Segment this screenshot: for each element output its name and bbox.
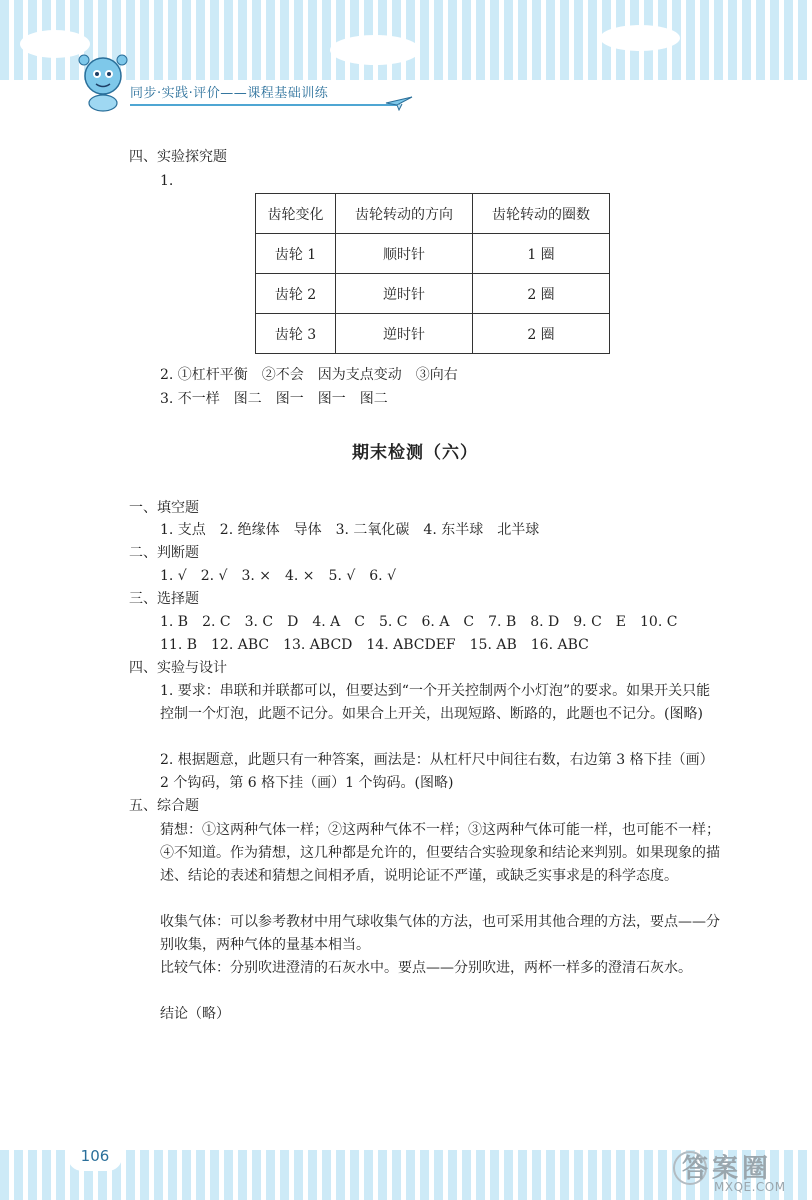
table-header-cell: 齿轮转动的圈数 [473, 194, 610, 234]
section-heading: 一、填空题 [129, 500, 199, 516]
watermark [670, 1148, 805, 1198]
gear-table [255, 193, 610, 354]
section-heading: 四、实验与设计 [129, 660, 227, 676]
answer-line: 2. ①杠杆平衡 ②不会 因为支点变动 ③向右 [160, 367, 458, 383]
answer-paragraph: 收集气体：可以参考教材中用气球收集气体的方法，也可采用其他合理的方法，要点——分别收集，两种气体的量基本相当。 [160, 914, 720, 953]
exam-title: 期末检测（六） [352, 443, 478, 463]
section-heading: 三、选择题 [129, 591, 199, 607]
answer-paragraph: 1. 要求：串联和并联都可以，但要达到“一个开关控制两个小灯泡”的要求。如果开关只能控制一个灯泡，此题不记分。如果合上开关，出现短路、断路的，此题也不记分。(图略) [160, 683, 711, 722]
answer-paragraph: 比较气体：分别吹进澄清的石灰水中。要点——分别吹进，两杯一样多的澄清石灰水。 [160, 960, 692, 976]
table-row [256, 314, 610, 354]
item-number: 1. [160, 173, 174, 189]
table-cell: 逆时针 [336, 274, 473, 314]
table-header-row [256, 194, 610, 234]
table-cell: 齿轮 1 [256, 234, 336, 274]
table-cell: 齿轮 3 [256, 314, 336, 354]
table-cell: 1 圈 [473, 234, 610, 274]
watermark-title: 答案圈 [682, 1154, 773, 1184]
table-cell: 顺时针 [336, 234, 473, 274]
header-divider [130, 104, 400, 106]
cloud-decoration [330, 35, 420, 65]
answer-line: 11. B 12. ABC 13. ABCD 14. ABCDEF 15. AB 16. ABC [160, 637, 589, 653]
mascot-icon [68, 48, 138, 118]
table-row [256, 234, 610, 274]
table-cell: 2 圈 [473, 314, 610, 354]
watermark-url: MXQE.COM [714, 1180, 786, 1194]
table-header-cell: 齿轮转动的方向 [336, 194, 473, 234]
section-heading: 二、判断题 [129, 545, 199, 561]
section-heading: 四、实验探究题 [129, 149, 227, 165]
answer-line: 1. B 2. C 3. C D 4. A C 5. C 6. A C 7. B 8. D 9. C E 10. C [160, 614, 678, 630]
answer-line: 1. 支点 2. 绝缘体 导体 3. 二氧化碳 4. 东半球 北半球 [160, 522, 540, 538]
page-number: 106 [68, 1141, 122, 1171]
table-cell: 齿轮 2 [256, 274, 336, 314]
table-header-cell: 齿轮变化 [256, 194, 336, 234]
paper-plane-icon [385, 95, 413, 111]
series-title: 同步·实践·评价——课程基础训练 [130, 86, 329, 101]
answer-paragraph: 猜想：①这两种气体一样；②这两种气体不一样；③这两种气体可能一样，也可能不一样；④不知道。作为猜想，这几种都是允许的，但要结合实验现象和结论来判别。如果现象的描述、结论的表述和猜想之间相矛盾，说明论证不严谨，或缺乏实事求是的科学态度。 [160, 822, 720, 884]
answer-line: 3. 不一样 图二 图一 图一 图二 [160, 391, 388, 407]
table-cell: 2 圈 [473, 274, 610, 314]
cloud-decoration [600, 25, 680, 51]
answer-paragraph: 2. 根据题意，此题只有一种答案，画法是：从杠杆尺中间往右数，右边第 3 格下挂（画）2 个钩码，第 6 格下挂（画）1 个钩码。(图略) [160, 752, 714, 791]
table-row [256, 274, 610, 314]
section-heading: 五、综合题 [129, 798, 199, 814]
table-cell: 逆时针 [336, 314, 473, 354]
answer-line: 1. √ 2. √ 3. × 4. × 5. √ 6. √ [160, 568, 396, 584]
answer-paragraph: 结论（略） [160, 1006, 230, 1022]
